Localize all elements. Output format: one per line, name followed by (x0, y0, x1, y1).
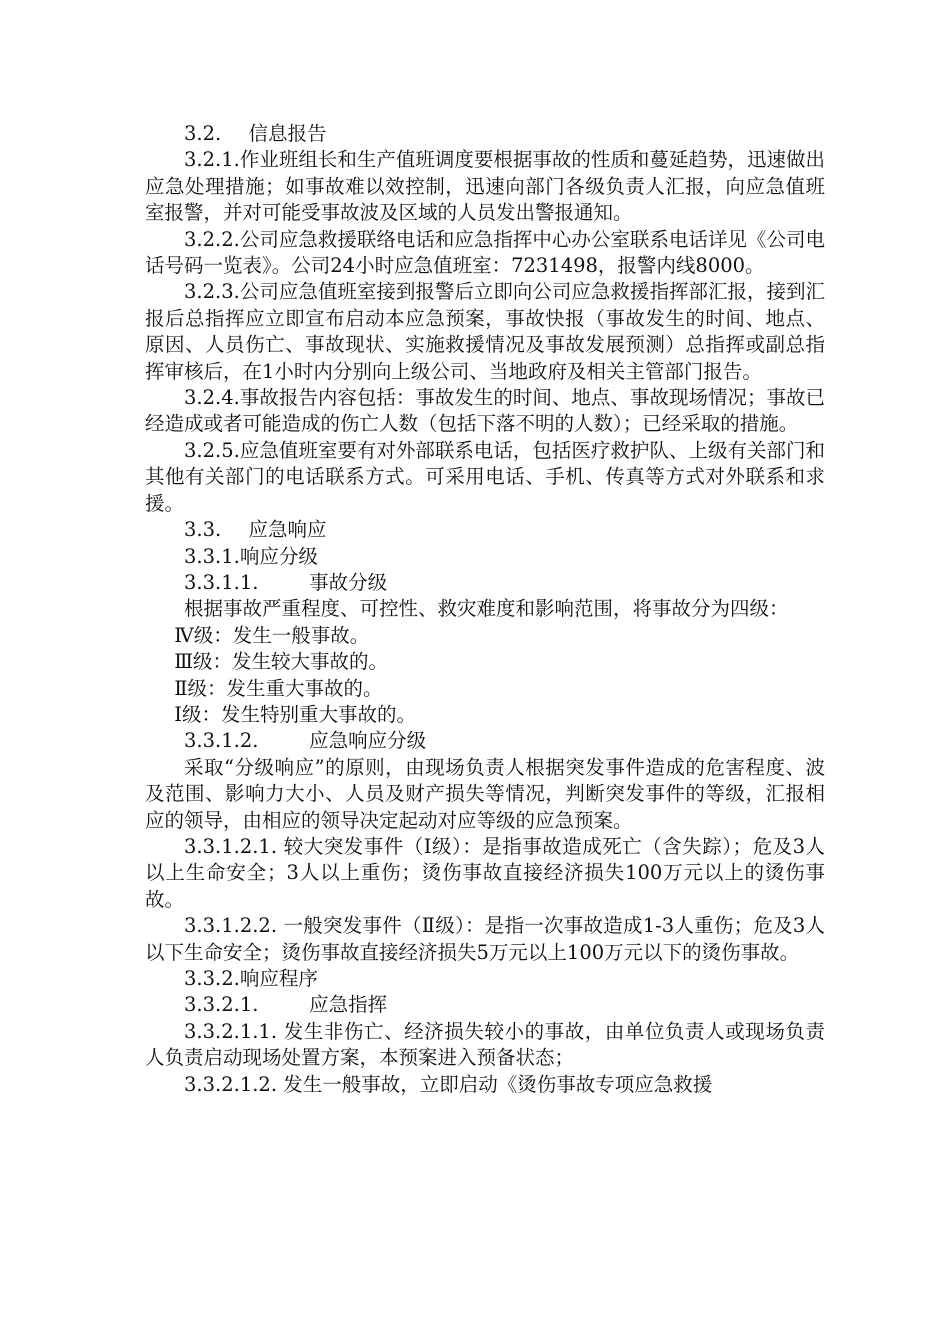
section-number: 3.2. (184, 122, 222, 145)
document-body (145, 121, 825, 1098)
section-number: 3.3.1.1. (184, 570, 259, 594)
paragraph-accident-levels: 根据事故严重程度、可控性、救灾难度和影响范围，将事故分为四级： (184, 597, 789, 621)
section-heading-3-2 (145, 121, 825, 147)
section-title: 应急指挥 (309, 993, 388, 1017)
level-iv: Ⅳ级：发生一般事故。 (174, 623, 370, 647)
section-number: 3.3.2.1. (184, 993, 259, 1017)
paragraph-3-3-2-1-1: 3.3.2.1.1. 发生非伤亡、经济损失较小的事故，由单位负责人或现场负责人负责启动现场处置方案，本预案进入预备状态； (145, 1019, 825, 1070)
section-number: 3.3.1.2. (184, 729, 259, 753)
section-heading-3-3-1-2 (145, 728, 825, 754)
paragraph-3-2-1: 3.2.1.作业班组长和生产值班调度要根据事故的性质和蔓延趋势，迅速做出应急处理措施；如事故难以效控制，迅速向部门各级负责人汇报，向应急值班室报警，并对可能受事故波及区域的人员发出警报通知。 (145, 148, 825, 225)
paragraph-3-2-5: 3.2.5.应急值班室要有对外部联系电话，包括医疗救护队、上级有关部门和其他有关部门的电话联系方式。可采用电话、手机、传真等方式对外联系和求援。 (145, 438, 825, 515)
section-title: 应急响应分级 (309, 729, 427, 753)
section-title: 信息报告 (248, 122, 327, 145)
paragraph-3-3-1: 3.3.1.响应分级 (184, 544, 318, 568)
section-heading-3-3 (145, 517, 825, 543)
section-number: 3.3. (184, 518, 222, 542)
section-heading-3-3-2-1 (145, 992, 825, 1018)
section-heading-3-3-1-1 (145, 570, 825, 596)
paragraph-3-3-2: 3.3.2.响应程序 (184, 967, 318, 990)
paragraph-response-principle: 采取“分级响应”的原则，由现场负责人根据突发事件造成的危害程度、波及范围、影响力大小、人员及财产损失等情况，判断突发事件的等级，汇报相应的领导，由相应的领导决定起动对应等级的应急预案。 (145, 755, 825, 832)
section-title: 应急响应 (248, 518, 327, 542)
paragraph-3-2-4: 3.2.4.事故报告内容包括：事故发生的时间、地点、事故现场情况；事故已经造成或者可能造成的伤亡人数（包括下落不明的人数）；已经采取的措施。 (145, 386, 825, 436)
paragraph-3-2-3: 3.2.3.公司应急值班室接到报警后立即向公司应急救援指挥部汇报，接到汇报后总指挥应立即宣布启动本应急预案，事故快报（事故发生的时间、地点、原因、人员伤亡、事故现状、实施救援情况及事故发展预测）总指挥或副总指挥审核后，在1小时内分别向上级公司、当地政府及相关主管部门报告。 (145, 280, 825, 383)
paragraph-3-3-1-2-1: 3.3.1.2.1. 较大突发事件（Ⅰ级）：是指事故造成死亡（含失踪）；危及3人以上生命安全；3人以上重伤；烫伤事故直接经济损失100万元以上的烫伤事故。 (145, 834, 825, 911)
level-ii: Ⅱ级：发生重大事故的。 (174, 676, 383, 700)
section-title: 事故分级 (309, 570, 388, 594)
level-i: Ⅰ级：发生特别重大事故的。 (174, 702, 416, 726)
paragraph-3-3-2-1-2: 3.3.2.1.2. 发生一般事故，立即启动《烫伤事故专项应急救援 (184, 1072, 713, 1096)
paragraph-3-3-1-2-2: 3.3.1.2.2. 一般突发事件（Ⅱ级）：是指一次事故造成1-3人重伤；危及3人以下生命安全；烫伤事故直接经济损失5万元以上100万元以下的烫伤事故。 (145, 914, 825, 964)
paragraph-3-2-2: 3.2.2.公司应急救援联络电话和应急指挥中心办公室联系电话详见《公司电话号码一览表》。公司24小时应急值班室：7231498，报警内线8000。 (145, 227, 825, 278)
level-iii: Ⅲ级：发生较大事故的。 (174, 650, 389, 674)
